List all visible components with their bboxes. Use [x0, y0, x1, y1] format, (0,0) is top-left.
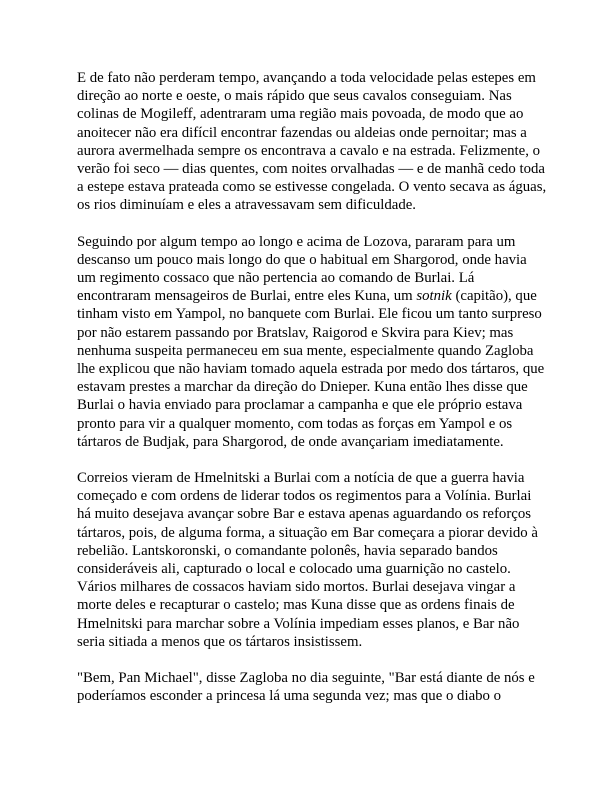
paragraph-1: E de fato não perderam tempo, avançando a toda velocidade pelas estepes em direção ao norte e oeste, o mais rápido que seus cavalos conseguiam. Nas colinas de Mogileff, adentraram uma região mais povoada, de modo que ao anoitecer não era difícil encontrar fazendas ou aldeias onde pernoitar; mas a aurora avermelhada sempre os encontrava a cavalo e na estrada. Felizmente, o verão foi seco — dias quentes, com noites orvalhadas — e de manhã cedo toda a estepe estava prateada como se estivesse congelada. O vento secava as águas, os rios diminuíam e eles a atravessavam sem dificuldade. [77, 70, 547, 214]
italic-term-sotnik: sotnik [416, 288, 452, 305]
paragraph-2 [77, 233, 547, 451]
paragraph-2-text-start: Seguindo por algum tempo ao longo e acima de Lozova, pararam para um descanso um pouco mais longo do que o habitual em Shargorod, onde havia um regimento cossaco que não pertencia ao comando de Burlai. Lá encontraram mensageiros de Burlai, entre eles Kuna, um [77, 233, 527, 305]
paragraph-3: Correios vieram de Hmelnitski a Burlai com a notícia de que a guerra havia começado e com ordens de liderar todos os regimentos para a Volínia. Burlai há muito desejava avançar sobre Bar e estava apenas aguardando os reforços tártaros, pois, de alguma forma, a situação em Bar começara a piorar devido à rebelião. Lantskoronski, o comandante polonês, havia separado bandos consideráveis ali, capturado o local e colocado uma guarnição no castelo. Vários milhares de cossacos haviam sido mortos. Burlai desejava vingar a morte deles e recapturar o castelo; mas Kuna disse que as ordens finais de Hmelnitski para marchar sobre a Volínia impediam esses planos, e Bar não seria sitiada a menos que os tártaros insistissem. [77, 470, 538, 650]
paragraph-2-text-end: (capitão), que tinham visto em Yampol, no banquete com Burlai. Ele ficou um tanto surpreso por não estarem passando por Bratslav, Raigorod e Skvira para Kiev; mas nenhuma suspeita permaneceu em sua mente, especialmente quando Zagloba lhe explicou que não haviam tomado aquela estrada por medo dos tártaros, que estavam prestes a marchar da direção do Dnieper. Kuna então lhes disse que Burlai o havia enviado para proclamar a campanha e que ele próprio estava pronto para vir a qualquer momento, com todas as forças em Yampol e os tártaros de Budjak, para Shargorod, de onde avançariam imediatamente. [77, 288, 545, 450]
paragraph-4: "Bem, Pan Michael", disse Zagloba no dia seguinte, "Bar está diante de nós e poderíamos esconder a princesa lá uma segunda vez; mas que o diabo o [77, 670, 535, 705]
document-page [77, 69, 547, 724]
